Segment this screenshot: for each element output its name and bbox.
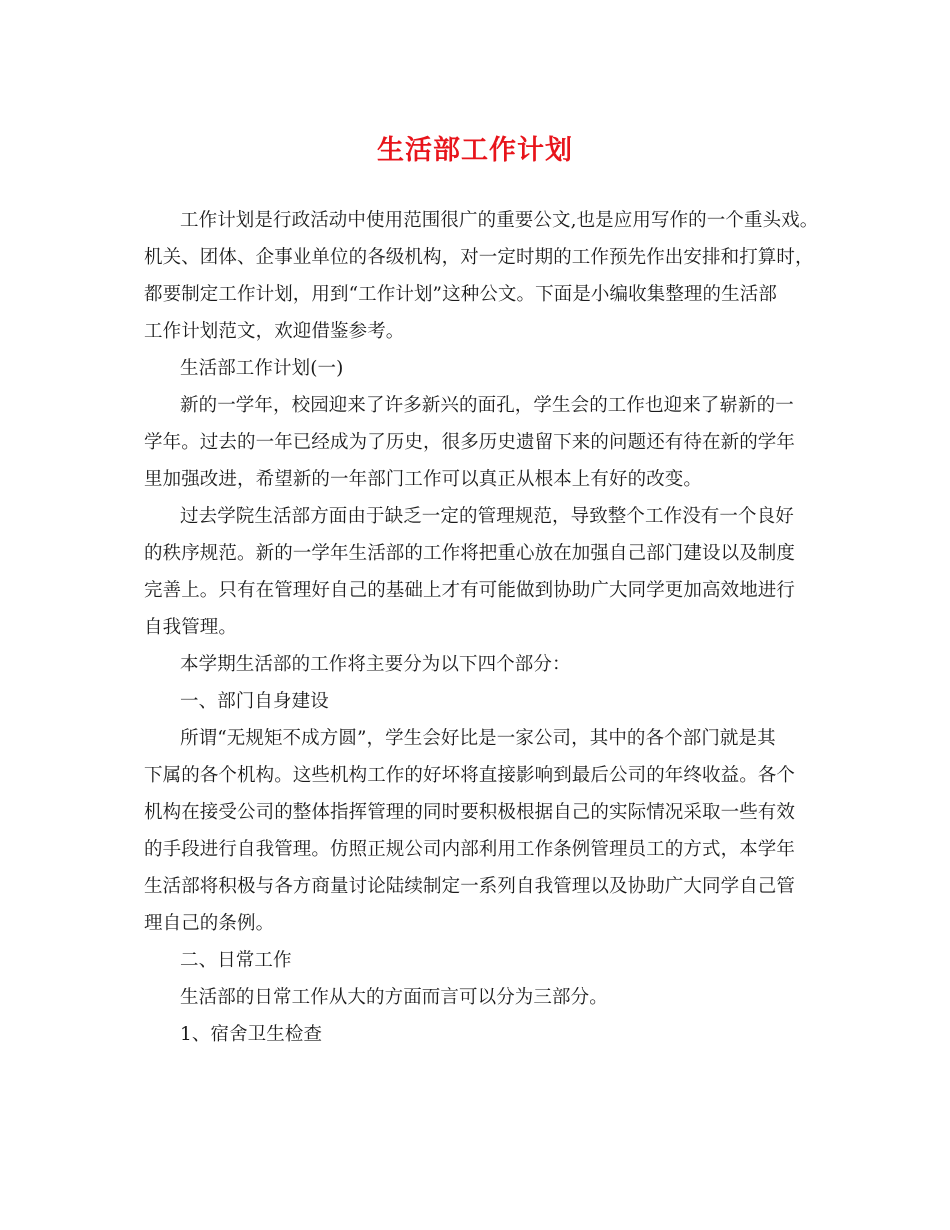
paragraph-line: 的秩序规范。新的一学年生活部的工作将把重心放在加强自己部门建设以及制度 <box>144 543 796 564</box>
paragraph-line: 的手段进行自我管理。仿照正规公司内部利用工作条例管理员工的方式，本学年 <box>144 839 796 860</box>
paragraph-line: 里加强改进，希望新的一年部门工作可以真正从根本上有好的改变。 <box>144 469 703 490</box>
paragraph-line: 一、部门自身建设 <box>180 691 329 712</box>
paragraph-line: 完善上。只有在管理好自己的基础上才有可能做到协助广大同学更加高效地进行 <box>144 580 796 601</box>
paragraph-line: 机关、团体、企事业单位的各级机构，对一定时期的工作预先作出安排和打算时， <box>144 247 814 268</box>
paragraph-line: 二、日常工作 <box>180 950 292 971</box>
document-body <box>144 202 824 1053</box>
paragraph-line: 生活部将积极与各方商量讨论陆续制定一系列自我管理以及协助广大同学自己管 <box>144 876 796 897</box>
paragraph-line: 学年。过去的一年已经成为了历史，很多历史遗留下来的问题还有待在新的学年 <box>144 432 796 453</box>
paragraph-line: 工作计划是行政活动中使用范围很广的重要公文,也是应用写作的一个重头戏。 <box>180 210 819 231</box>
paragraph-line: 理自己的条例。 <box>144 913 275 934</box>
paragraph-line: 工作计划范文，欢迎借鉴参考。 <box>144 321 405 342</box>
paragraph-line: 过去学院生活部方面由于缺乏一定的管理规范，导致整个工作没有一个良好 <box>180 506 794 527</box>
paragraph-line: 本学期生活部的工作将主要分为以下四个部分： <box>180 654 571 675</box>
paragraph-line: 生活部的日常工作从大的方面而言可以分为三部分。 <box>180 987 608 1008</box>
paragraph-line: 都要制定工作计划，用到“工作计划”这种公文。下面是小编收集整理的生活部 <box>144 284 777 305</box>
paragraph-line: 生活部工作计划(一) <box>180 358 344 379</box>
paragraph-line: 所谓“无规矩不成方圆”，学生会好比是一家公司，其中的各个部门就是其 <box>180 728 776 749</box>
document-title: 生活部工作计划 <box>377 135 573 166</box>
paragraph-line: 自我管理。 <box>144 617 238 638</box>
paragraph-line: 新的一学年，校园迎来了许多新兴的面孔，学生会的工作也迎来了崭新的一 <box>180 395 794 416</box>
paragraph-line: 机构在接受公司的整体指挥管理的同时要积极根据自己的实际情况采取一些有效 <box>144 802 796 823</box>
paragraph-line: 下属的各个机构。这些机构工作的好坏将直接影响到最后公司的年终收益。各个 <box>144 765 796 786</box>
paragraph-line: 1、宿舍卫生检查 <box>180 1024 323 1045</box>
